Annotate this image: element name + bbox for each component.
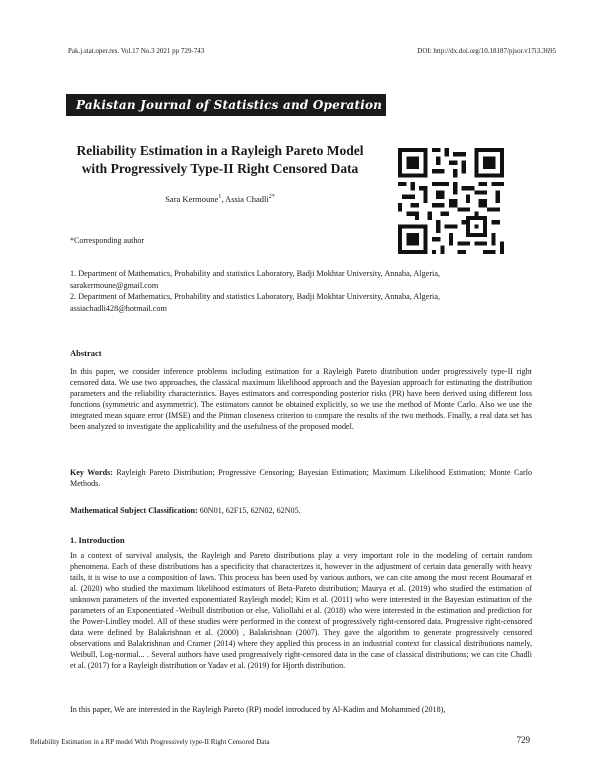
email-2[interactable]: assiachadli428@hotmail.com xyxy=(70,303,167,313)
keywords-text: Rayleigh Pareto Distribution; Progressive Censoring; Bayesian Estimation; Maximum Likelihood Estimation; Monte Carlo Methods. xyxy=(70,468,532,488)
author-1-affil: 1 xyxy=(218,194,222,201)
introduction-paragraph-2: In this paper, We are interested in the Rayleigh Pareto (RP) model introduced by Al-Kadim and Mohammed (2018), xyxy=(70,705,446,714)
msc-label: Mathematical Subject Classification: xyxy=(70,506,198,515)
affiliation-2: 2. Department of Mathematics, Probability and statistics Laboratory, Badji Mokhtar University, Annaba, Algeria, xyxy=(70,292,441,301)
title-line-2: with Progressively Type-II Right Censored Data xyxy=(81,161,359,176)
introduction-heading: 1. Introduction xyxy=(70,535,125,545)
msc-text: 60N01, 62F15, 62N02, 62N05. xyxy=(197,506,301,515)
abstract-text: In this paper, we consider inference problems including estimation for a Rayleigh Pareto distribution under progressively type-II right censored data. We use two approaches, the classical maximum likelihood approach and the Bayesian approach for estimating the distribution parameters and the reliability characteristics. Bayes estimators and corresponding posterior risks (PR) have been derived using different loss functions (symmetric and asymmetric). The estimators cannot be obtained explicitly, so we use the method of Monte Carlo. Also we use the integrated mean square error (IMSE) and the Pitman closeness criterion to compare the results of the two methods. Finally, a real data set has been analyzed to investigate the applicability and the usefulness of the proposed model. xyxy=(70,367,532,431)
doi-link[interactable]: DOI: http://dx.doi.org/10.18187/pjsor.v17i3.3695 xyxy=(417,47,556,55)
introduction-paragraph-1: In a context of survival analysis, the Rayleigh and Pareto distributions play a very important role in the modeling of certain random phenomena. Each of these distributions has a specificity that characterizes it, however in the adjustment of certain data generally with heavy tails, it is wise to use a composition of laws. This process has been used by various authors, we can cite among the most recent Boumaraf et al. (2020) who studied the maximum likelihood estimators of Beta-Pareto distribution; Maurya et al. (2019) who studied the estimation of unknown parameters of the inverted exponentiated Rayleigh model; Kim et al. (2011) who were interested in the Bayesian estimation of the parameters of an Exponentiated -Weibull distribution or else, Valiollahi et al. (2018) who were interested in the estimation and prediction for the Power-Lindley model. All of these studies were performed in the context of progressively right-censored data. Progressive right-censored data were defined by Balakrishnan et al. (2000) , Balakrishnan (2007). They gave the algorithm to generate progressively censored observations and Balakrishnan and Cramer (2014) where they applied this process in an industrial context for classical distributions namely, Weibull, Log-normal... . Several authors have used progressively right-censored data in the case of classical distributions; we can cite Chadli et al. (2017) for a Rayleigh distribution or Yadav et al. (2019) for Hjorth distribution. xyxy=(70,551,532,670)
paper-title xyxy=(60,142,380,178)
author-1: Sara Kermoune xyxy=(165,194,219,204)
abstract-heading: Abstract xyxy=(70,348,102,358)
affiliation-1: 1. Department of Mathematics, Probability and statistics Laboratory, Badji Mokhtar University, Annaba, Algeria, xyxy=(70,269,441,278)
qr-code-icon xyxy=(398,148,504,254)
keywords-label: Key Words: xyxy=(70,468,113,477)
journal-banner: Pakistan Journal of Statistics and Operation Research xyxy=(66,94,386,116)
keywords xyxy=(70,467,532,489)
author-list xyxy=(60,194,380,204)
running-title: Reliability Estimation in a RP model With Progressively type-II Right Censored Data xyxy=(30,738,270,746)
journal-reference: Pak.j.stat.oper.res. Vol.17 No.3 2021 pp 729-743 xyxy=(68,47,205,55)
affiliations xyxy=(70,268,540,314)
msc-classification xyxy=(70,505,532,516)
author-2: , Assia Chadli xyxy=(221,194,269,204)
corresponding-author-note: *Corresponding author xyxy=(70,236,144,245)
title-line-1: Reliability Estimation in a Rayleigh Pareto Model xyxy=(76,143,364,158)
email-1[interactable]: sarakermoune@gmail.com xyxy=(70,280,159,290)
author-2-affil: 2* xyxy=(268,194,275,201)
page-number: 729 xyxy=(516,735,530,745)
